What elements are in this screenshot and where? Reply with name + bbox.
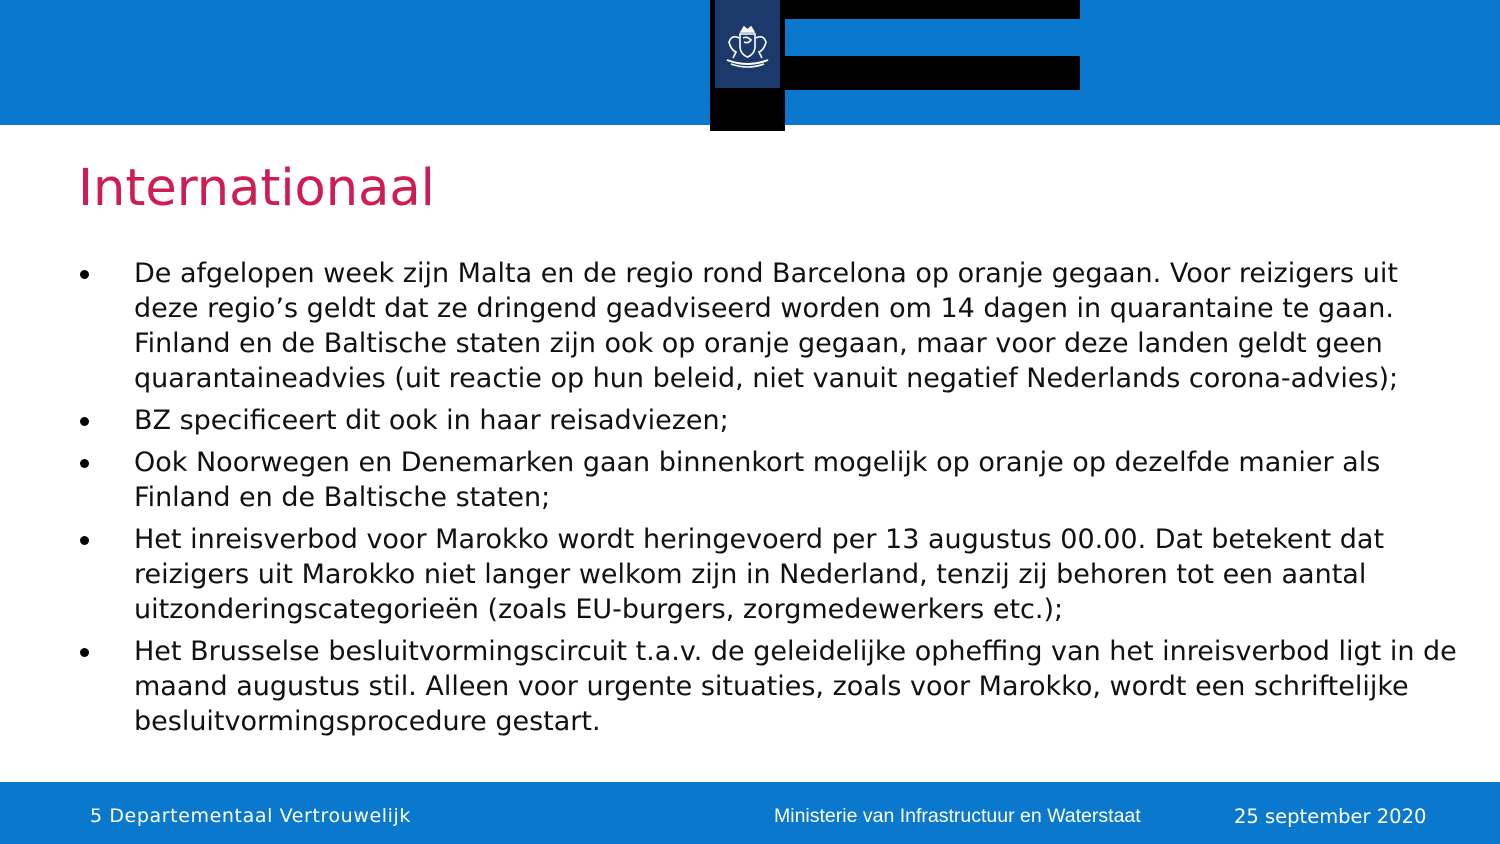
bullet-icon xyxy=(80,417,89,426)
bullet-item xyxy=(0,522,1464,627)
redaction-bar xyxy=(785,56,1080,90)
bullet-icon xyxy=(80,270,89,279)
logo-redaction-block xyxy=(710,0,785,131)
bullet-icon xyxy=(80,536,89,545)
bullet-text: Het Brusselse besluitvormingscircuit t.a.v. de geleidelijke opheffing van het inreisverbod ligt in de maand augustus stil. Alleen voor urgente situaties, zoals voor Marokko, wordt een schriftelijke besluitvormingsprocedure gestart. xyxy=(134,636,1457,737)
bullet-item xyxy=(0,403,1464,438)
logo xyxy=(715,0,780,88)
redaction-bar xyxy=(785,0,1080,19)
footer-ministry: Ministerie van Infrastructuur en Waterstaat xyxy=(774,805,1141,827)
bullet-text: De afgelopen week zijn Malta en de regio rond Barcelona op oranje gegaan. Voor reizigers uit deze regio’s geldt dat ze dringend geadviseerd worden om 14 dagen in quarantaine te gaan. Finland en de Baltische staten zijn ook op oranje gegaan, maar voor deze landen geldt geen quarantaineadvies (uit reactie op hun beleid, niet vanuit negatief Nederlands corona-advies); xyxy=(134,258,1399,394)
footer-band xyxy=(0,782,1500,844)
slide-title: Internationaal xyxy=(78,159,435,218)
footer-date: 25 september 2020 xyxy=(1234,805,1427,828)
bullet-item xyxy=(0,445,1464,515)
footer-classification: 5 Departementaal Vertrouwelijk xyxy=(90,805,411,827)
coat-of-arms-icon xyxy=(721,24,774,70)
bullet-list xyxy=(0,256,1500,746)
bullet-text: BZ specificeert dit ook in haar reisadviezen; xyxy=(134,405,729,436)
bullet-item xyxy=(0,634,1464,739)
bullet-icon xyxy=(80,648,89,657)
bullet-text: Het inreisverbod voor Marokko wordt heringevoerd per 13 augustus 00.00. Dat betekent dat reizigers uit Marokko niet langer welkom zijn in Nederland, tenzij zij behoren tot een aantal uitzonderingscategorieën (zoals EU-burgers, zorgmedewerkers etc.); xyxy=(134,524,1385,625)
bullet-icon xyxy=(80,459,89,468)
bullet-item xyxy=(0,256,1464,396)
bullet-text: Ook Noorwegen en Denemarken gaan binnenkort mogelijk op oranje op dezelfde manier als Finland en de Baltische staten; xyxy=(134,447,1381,513)
